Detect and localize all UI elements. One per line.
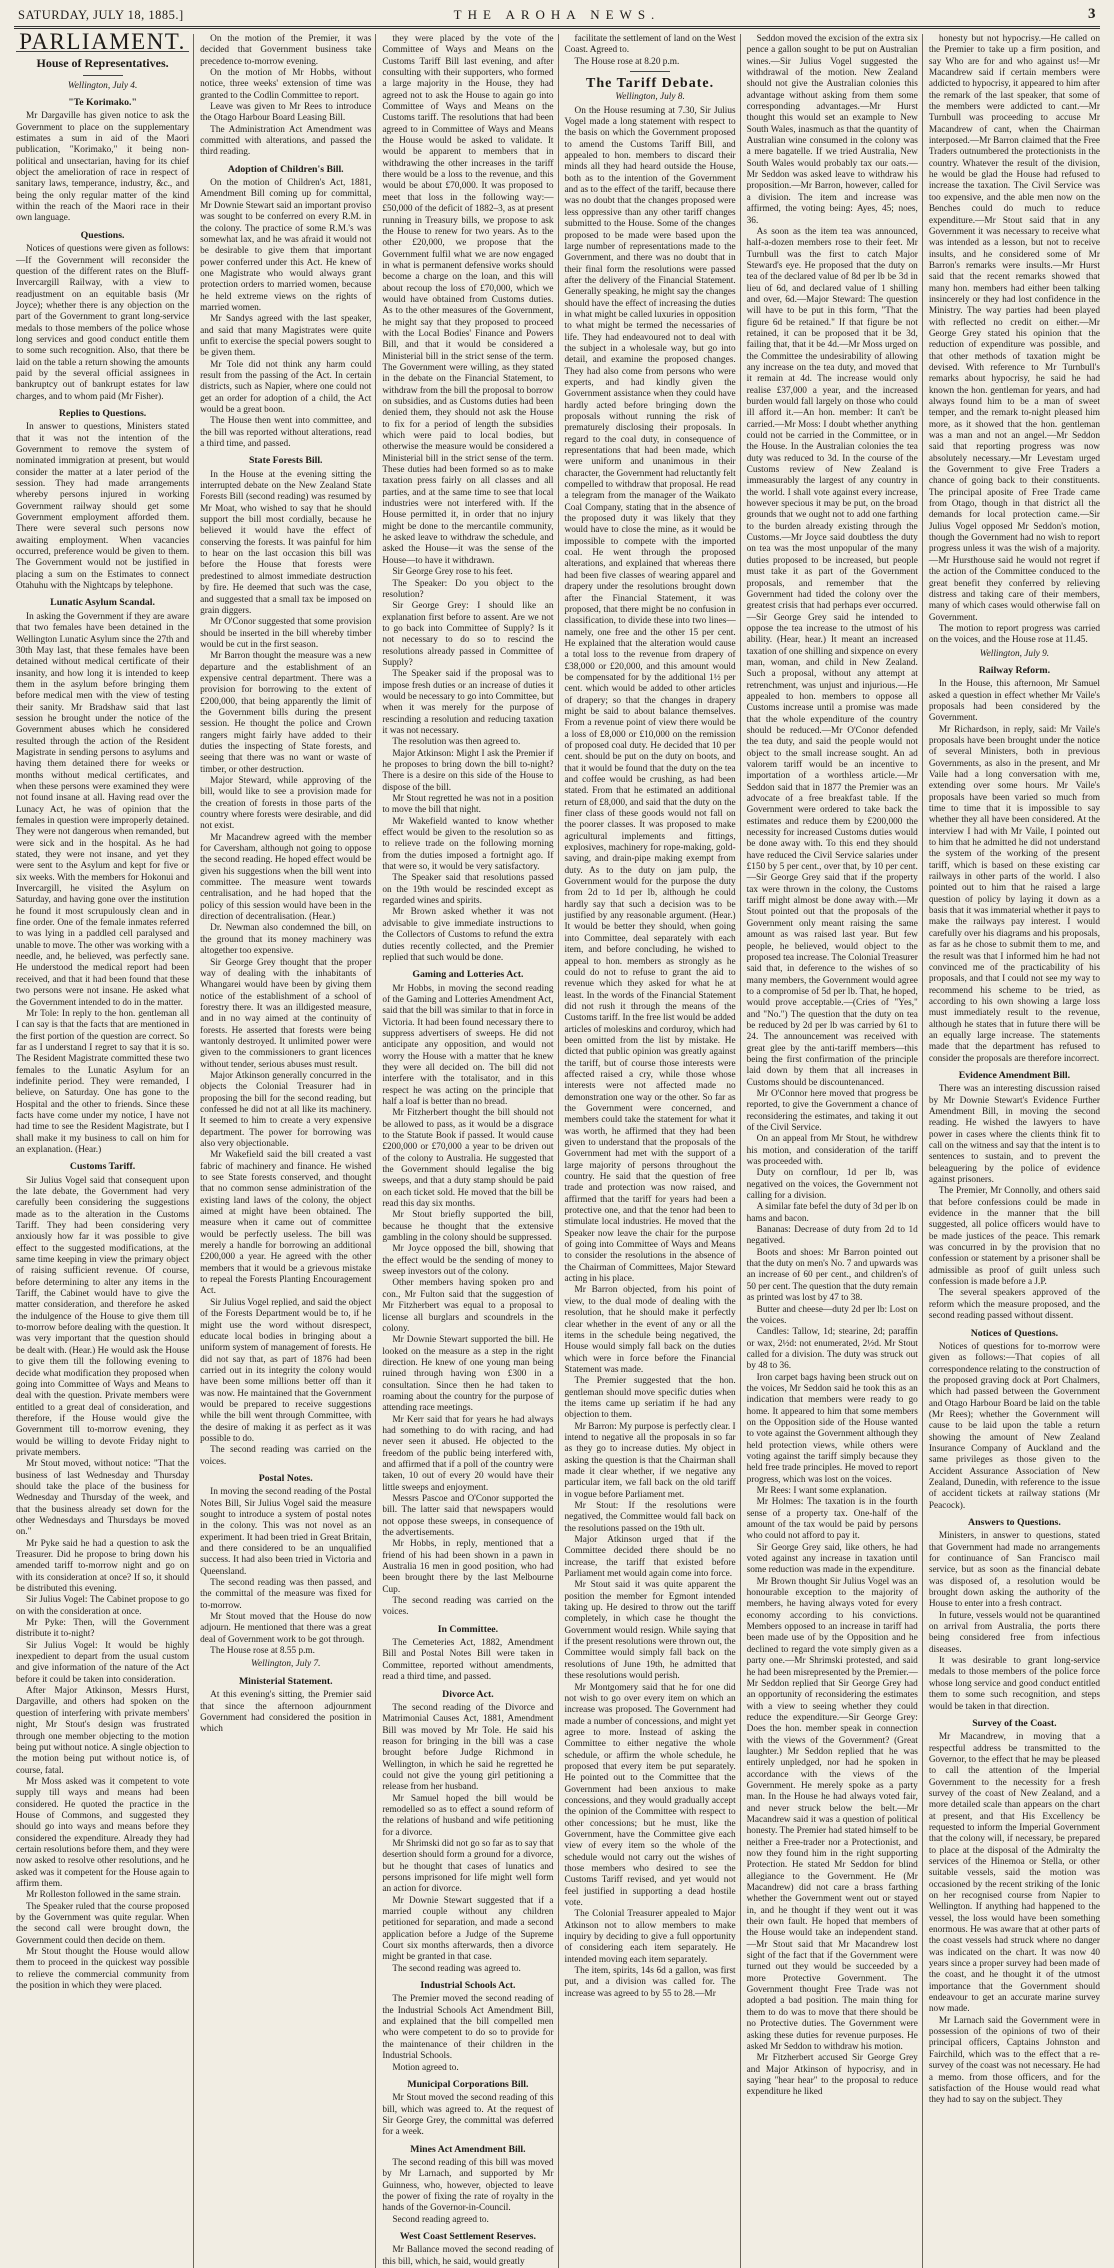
paragraph: Mr Barron objected, from his point of view, to the dual mode of dealing with the resolution, that he should make it perfectly clear whether in the event of any or all the items in the schedule being negatived, the House would simply fall back on the duties which were in force before the Financial Statement was made. bbox=[564, 1285, 736, 1375]
paragraph: Mr Pyke: Then, will the Government distribute it to-night? bbox=[16, 1618, 190, 1640]
paragraph: Mr Downie Stewart suggested that if a married couple without any children petitioned for separation, and made a second application before a Judge of the Supreme Court six months afterwards, then a divorce might be granted in that case. bbox=[382, 1895, 554, 1963]
paragraph: The Speaker: Do you object to the resolution? bbox=[382, 578, 554, 600]
paragraph: Leave was given to Mr Rees to introduce the Otago Harbour Board Leasing Bill. bbox=[200, 102, 372, 124]
masthead-rule bbox=[14, 26, 1100, 27]
paragraph: Sir Julius Vogel: It would be highly inexpedient to depart from the usual custom and give information of the nature of the Act before it could be taken into consideration. bbox=[16, 1640, 190, 1685]
subheading: Industrial Schools Act. bbox=[420, 1980, 516, 1992]
column-5 bbox=[740, 34, 918, 2268]
paragraph: Mr Fitzherbert accused Sir George Grey and Major Atkinson of hypocrisy, and in saying "hear hear" to the proposal to reduce expenditure he liked bbox=[746, 2053, 918, 2098]
section-heading: House of Representatives. bbox=[36, 56, 169, 71]
subheading: "Te Korimako." bbox=[68, 97, 137, 109]
subheading: Customs Tariff. bbox=[69, 1161, 136, 1173]
subheading: Divorce Act. bbox=[442, 1688, 494, 1700]
paragraph: Iron carpet bags having been struck out on the voices, Mr Seddon said he took this as an indication that members were ready to go home. It appeared to him that some members on the Opposition side of the House wanted to vote against the Government although they held protection views, while others were voting against the tariff simply because they held free trade principles. He moved to report progress, which was lost on the voices. bbox=[746, 1372, 918, 1485]
paragraph: Mr Fitzherbert thought the bill should not be allowed to pass, as it would be a disgrace to the Statute Book if passed. It would cause £200,000 or £70,000 a year to be driven out of the colony to Australia. He suggested that the Government should legalise the big sweeps, and that a duty stamp should be paid on each ticket sold. He moved that the bill be read this day six months. bbox=[382, 1108, 554, 1210]
masthead bbox=[14, 6, 1100, 24]
paragraph: Mr Tole: In reply to the hon. gentleman all I can say is that the facts that are mentioned in the first portion of the question are correct. So far as I understand I regret to say that it is so. The Resident Magistrate committed these two females to the Lunatic Asylum for an indefinite period. They were remanded, I believe, on Saturday. One has gone to the Hospital and the other to friends. Since these facts have come under my notice, I have not had time to see the Resident Magistrate, but I shall make it my business to call on him for an explanation. (Hear.) bbox=[16, 1008, 190, 1155]
paragraph: On an appeal from Mr Stout, he withdrew his motion, and consideration of the tariff was proceeded with. bbox=[746, 1134, 918, 1168]
paragraph: Mr Hobbs, in moving the second reading of the Gaming and Lotteries Amendment Act, said that the bill was similar to that in force in Victoria. It had been found necessary there to suppress advertisers of sweeps. He did not anticipate any opposition, and would not worry the House with a matter that he knew they were all decided on. The bill did not interfere with the totalisator, and in this respect he was acting on the principle that half a loaf is better than no bread. bbox=[382, 983, 554, 1107]
paragraph: Sir George Grey thought that the proper way of dealing with the inhabitants of Whangarei would have been by giving them notice of the establishment of a school of forestry there. It was an illdigested measure, and in no way aimed at the continuity of forests. He asserted that forests were being wantonly destroyed. It unlimited power were given to the commissioners to grant licences without tender, serious abuses must result. bbox=[200, 957, 372, 1070]
paragraph: Mr Stout moved the second reading of this bill, which was agreed to. At the request of Sir George Grey, the committal was deferred for a week. bbox=[382, 2093, 554, 2138]
paragraph: Mr Barron: My purpose is perfectly clear. I intend to negative all the proposals in so far as they go to increase duties. My object in asking the question is that the Chairman shall made it clear whether, if we negative any particular item, we fall back on the old tariff in vogue before Parliament met. bbox=[564, 1421, 736, 1500]
subheading: State Forests Bill. bbox=[248, 455, 323, 467]
paragraph: Mr Tole did not think any harm could result from the passing of the Act. In certain districts, such as Napier, where one could not get an order for adoption of a child, the Act would be a great boon. bbox=[200, 359, 372, 415]
paragraph: In the House, this afternoon, Mr Samuel asked a question in effect whether Mr Vaile's proposals had been considered by the Government. bbox=[928, 679, 1100, 724]
paragraph: Mr Shrimski did not go so far as to say that desertion should form a ground for a divorce, but he thought that cases of lunatics and persons imprisoned for life might well form an action for divorce. bbox=[382, 1838, 554, 1895]
newspaper-title: THE AROHA NEWS. bbox=[453, 7, 661, 22]
paragraph: Ministers, in answer to questions, stated that Government had made no arrangements for continuance of San Francisco mail service, but as soon as the financial debate was disposed of, a resolution would be brought down asking the authority of the House to enter into a fresh contract. bbox=[928, 1531, 1100, 1610]
paragraph: The resolution was then agreed to. bbox=[392, 737, 521, 748]
paragraph: The Speaker ruled that the course proposed by the Government was quite regular. When the second call were brought down, the Government could then decide on them. bbox=[16, 1901, 190, 1946]
paragraph: On the House resuming at 7.30, Sir Julius Vogel made a long statement with respect to the basis on which the Government proposed to amend the Customs Tariff Bill, and appealed to hon. members to discard their minds all they had heard outside the House, both as to the intention of the Government and as to the effect of the tariff, because there was no doubt that the changes proposed were less oppressive than any other tariff changes submitted to the House. Some of the changes proposed to be made were based upon the large number of representations made to the Government, and there was no doubt that in their final form the resolutions were passed after the delivery of the Financial Statement. Generally speaking, he might say the changes should have the effect of increasing the duties in what might be called luxuries in opposition to what might be termed the necessaries of life. They had endeavoured not to deal with the subject in a wholesale way, but go into detail, and examine the proposed changes. They had also come from persons who were experts, and had kindly given the Government assistance when they could have hardly acted before bringing down the proposals without running the risk of prematurely disclosing their proposals. In regard to the coal duty, in consequence of representations that had been made, which were uniform and unanimous in their character, the Government had reluctantly felt compelled to withdraw that proposal. He read a telegram from the manager of the Waikato Coal Company, stating that in the absence of the proposed duty it was likely that they would have to close the mine, as it would be impossible to compete with the imported coal. He went through the proposed alterations, and explained that whereas there had been five classes of wearing apparel and drapery under the resolutions brought down after the Financial Statement, it was proposed, that there might be no confusion in classification, to divide these into two lines—namely, one free and the other 15 per cent. He explained that the alteration would cause a total loss to the revenue from drapery of £38,000 or £20,000, and this amount would be compensated for by the additional 1½ per cent. which would be added to other articles of drapery; so that the changes in drapery might be said to about balance themselves. From a revenue point of view there would be a loss of £8,000 or £10,000 on the remission of proposed coal duty. He decided that 10 per cent. should be put on the duty on boots, and that it would be found that the duty on the tea and coffee would be crushing, as had been stated. From that he estimated an additional return of £8,000, and said that the duty on the finer class of these goods would not fall on the poorer classes. It was proposed to make agricultural implements and fittings, explosives, machinery for rope-making, gold-saving, and drain-pipe making exempt from duty. As to the duty on jam pulp, the Government would for the purpose the duty from 2d to 1d per lb, although he could hardly say that such a decision was to be justified by any reasonable argument. (Hear.) It would be better they should, when going into Committee, deal separately with each item, and before concluding, he wished to appeal to hon. members as strongly as he could do not to refuse to grant the aid to revenue which they asked for what he at least. In the words of the Financial Statement did not rush it through the means of the Customs tariff. In the free list would be added articles of moleskins and corduroy, which had been omitted from the list by mistake. He dicted that public opinion was greatly against the tariff, but of course those interests were affected raised a cry, while those whose interests were not affected made no demonstration one way or the other. So far as the Government were concerned, and members could take the statement for what it was worth, he affirmed that they had been given to understand that the proposals of the Government had met with the support of a large majority of persons throughout the country. He said that the question of free trade and protection was now raised, and affirmed that the tariff for years had been a protective one, and that the tenor had been to stimulate local industries. He moved that the Speaker now leave the chair for the purpose of going into Committee of Ways and Means to consider the resolutions in the absence of the Chairman of Committees, Major Steward acting in his place. bbox=[564, 105, 736, 1285]
subheading: Municipal Corporations Bill. bbox=[407, 2078, 529, 2090]
paragraph: The House rose at 8.20 p.m. bbox=[574, 56, 680, 67]
paragraph: The Administration Act Amendment was committed with alterations, and passed the third reading. bbox=[200, 124, 372, 158]
paragraph: The second reading of this bill was moved by Mr Larnach, and supported by Mr Guinness, who, however, objected to leave the power of fixing the rate of royalty in the hands of the Governor-in-Council. bbox=[382, 2157, 554, 2214]
article-headline: The Tariff Debate. bbox=[586, 76, 715, 92]
subheading: Ministerial Statement. bbox=[238, 1675, 333, 1687]
subheading: Notices of Questions. bbox=[970, 1327, 1059, 1339]
paragraph: Mr Montgomery said that he for one did not wish to go over every item on which an increase was proposed. The Government had made a number of concessions, and might yet agree to more. Instead of asking the Committee to either negative the whole schedule, or affirm the whole schedule, he proposed that every item be put separately. He pointed out to the Committee that the Government had been anxious to make concessions, and they would gradually accept the opinion of the Committee with respect to other concessions; but he must, like the Government, have the Committee give each view of every item so the whole of the schedule would not carry out the wishes of those members who desired to see the Customs Tariff revised, and yet would not feel justified in supporting a dead hostile vote. bbox=[564, 1682, 736, 1909]
paragraph: Mr Sandys agreed with the last speaker, and said that many Magistrates were quite unfit to exercise the special powers sought to be given them. bbox=[200, 314, 372, 359]
paragraph: The second reading of the Divorce and Matrimonial Causes Act, 1881, Amendment Bill was moved by Mr Tole. He said his reason for bringing in the bill was a case brought before Judge Richmond in Wellington, in which he said he regretted he could not give the young girl petitioning a release from her husband. bbox=[382, 1702, 554, 1793]
paragraph: The Speaker said if the proposal was to impose fresh duties or an increase of duties it would be necessary to go into Committee, but when it was merely for the purpose of rescinding a resolution and reducing taxation it was not necessary. bbox=[382, 669, 554, 736]
paragraph: Mr Joyce opposed the bill, showing that the effect would be the sending of money to sweep investors out of the colony. bbox=[382, 1244, 554, 1278]
paragraph: Mr Richardson, in reply, said: Mr Vaile's proposals have been brought under the notice of several Ministers, both in previous Governments, as also in the present, and Mr Vaile had a long conversation with me, extending over some hours. Mr Vaile's proposals have been varied so much from time to time that it is impossible to say whether they all have been considered. At the interview I had with Mr Vaile, I pointed out to him that he admitted he did not understand the system of the working of the present tariff, which is based on these existing car railways in other parts of the world. I also pointed out to him that he raised a large question of policy by laying it down as a basis that it was immaterial whether it pays to make the railways pay interest. I would carefully over his diagrams and his proposals, as far as he chose to submit them to me, and the result was that I informed him he had not convinced me of the practicability of his proposals, and that I could not see my way to recommend his scheme to be tried, as according to his own showing a large loss must immediately result to the revenue, although he states that in future there will be an equally large increase. The statements made that the department has refused to consider the proposals are therefore incorrect. bbox=[928, 724, 1100, 1064]
paragraph: Mr Macandrew agreed with the member for Caversham, although not going to oppose the second reading. He hoped effect would be given his suggestions when the bill went into committee. The measure went towards centralisation, and he had hoped that the policy of this session would have been in the direction of decentralisation. (Hear.) bbox=[200, 832, 372, 923]
subheading: Railway Reform. bbox=[978, 664, 1051, 676]
paragraph: they were placed by the vote of the Committee of Ways and Means on the Customs Tariff Bill last evening, and after consulting with their supporters, who formed a large majority in the House, they had agreed not to ask the House to again go into Committee of Ways and Means on the Customs tariff. The resolutions that had been agreed to in Committee of Ways and Means the House would be asked to validate. It would be apparent to members that in withdrawing the other increases in the tariff there would be a loss to the revenue, and this would be about £70,000. It was proposed to meet that loss in the following way:—£50,000 of the deficit of 1882–3, as at present running in Treasury bills, we propose to ask the House to renew for two years. As to the other £20,000, we propose that the Government fulfil what we are now engaged in what is permanent defensive works should become a charge on the loan, and this will about recoup the loss of £70,000, which we would have obtained from Customs duties. As to the other measures of the Government, he might say that they proposed to proceed with the Local Bodies' Finance and Powers Bill, and that it would be considered a Ministerial bill in the strict sense of the term. The Government were willing, as they stated in the debate on the Financial Statement, to withdraw from the bill the proposal to borrow on subsidies, and as Customs duties had been denied them, they should not ask the House to fix for a period of length the subsidies which were paid to local bodies, but otherwise the measure would be considered a Ministerial bill in the strict sense of the term. These duties had been formed so as to make taxation press fairly on all classes and all parties, and at the same time to see that local industries were not interfered with. If the House permitted it, in order that no injury might be done to the mercantile community, he asked leave to withdraw the schedule, and asked the House—it was the sense of the House—to have it withdrawn. bbox=[382, 34, 554, 566]
paragraph: The second reading was then passed, and the committal of the measure was fixed for to-morrow. bbox=[200, 1578, 372, 1611]
paragraph: At this evening's sitting, the Premier said that since the afternoon adjournment Government had considered the position in which bbox=[200, 1690, 372, 1735]
paragraph: Mr Kerr said that for years he had always had something to do with racing, and had never seen it abused. He objected to the freedom of the public being interfered with, and affirmed that if a poll of the country were taken, 10 out of every 20 would have their little sweeps and enjoyment. bbox=[382, 1414, 554, 1493]
paragraph: Mr Stout moved that the House do now adjourn. He mentioned that there was a great deal of Government work to be got through. bbox=[200, 1612, 372, 1645]
paragraph: On the motion of the Premier, it was decided that Government business take precedence to-morrow evening. bbox=[200, 34, 372, 67]
paragraph: Major Atkinson generally concurred in the objects the Colonial Treasurer had in proposing the bill for the second reading, but confessed he did not at all like its machinery. It seemed to him to create a very expensive department. The power for borrowing was also very objectionable. bbox=[200, 1070, 372, 1149]
dateline: Wellington, July 7. bbox=[251, 1659, 321, 1670]
paragraph: Boots and shoes: Mr Barron pointed out that the duty on men's No. 7 and upwards was an increase of 60 per cent., and children's of 50 per cent. The question that the duty remain as printed was lost by 47 to 38. bbox=[746, 1247, 918, 1304]
paragraph: A similar fate befel the duty of 3d per lb on hams and bacon. bbox=[746, 1202, 918, 1224]
paragraph: Mr O'Conor suggested that some provision should be inserted in the bill whereby timber would be cut in the first season. bbox=[200, 617, 372, 650]
paragraph: Mr Stout: If the resolutions were negatived, the Committee would fall back on the resolutions passed on the 19th ult. bbox=[564, 1501, 736, 1534]
paragraph: Mr Stout briefly supported the bill, because he thought that the extensive gambling in the colony should be suppressed. bbox=[382, 1210, 554, 1244]
paragraph: Mr Dargaville has given notice to ask the Government to place on the supplementary estimates a sum in aid of the Maori publication, "Korimako," it being non-political and unsectarian, having for its chief object the amelioration of race in respect of sanitary laws, temperance, industry, &c., and being the only regular matter of the kind within the reach of the Maori race in their own language. bbox=[16, 111, 190, 224]
paragraph: Candles: Tallow, 1d; stearine, 2d; paraffin or wax, 2½d: not enumerated, 2½d. Mr Stout called for a division. The duty was struck out by 48 to 36. bbox=[746, 1327, 918, 1372]
paragraph: In future, vessels would not be quarantined on arrival from Australia, the ports there being considered free from infectious diseases. bbox=[928, 1610, 1100, 1655]
paragraph: In the House at the evening sitting the interrupted debate on the New Zealand State Forests Bill (second reading) was resumed by Mr Moat, who wished to say that he should support the bill most cordially, because he believed it would have the effect of conserving the forests. It was painful for him to hear on the last occasion this bill was before the House that forests were predestined to almost immediate destruction by fire. He deemed that such was the case, and suggested that a small tax be imposed on grain diggers. bbox=[200, 469, 372, 616]
paragraph: Seddon moved the excision of the extra six pence a gallon sought to be put on Australian wines.—Sir Julius Vogel suggested the withdrawal of the motion. New Zealand should not give the Australian colonies this advantage without asking from them some corresponding advantages.—Mr Hurst thought this would set an example to New South Wales, inasmuch as that the quantity of Australian wine consumed in the colony was a mere bagatelle. If we tried Australia, New South Wales would probably tax our oats.—Mr Seddon was asked leave to withdraw his proposition.—Mr Barron, however, called for a division. The item and increase was affirmed, the voting being: Ayes, 45; noes, 36. bbox=[746, 34, 918, 226]
paragraph: Mr Brown thought Sir Julius Vogel was an honourable exception to the majority of members, he having always voted for every economy according to his convictions. Members opposed to an increase in tariff had been made use of by the Opposition and he declined to regard the vote simply given as a party one.—Mr Shrimski protested, and said he had been misrepresented by the Premier.—Mr Seddon replied that Sir George Grey had an opportunity of reconsidering the estimates with a view to seeing whether they could reduce the expenditure.—Sir George Grey: Does the hon. member speak in connection with the views of the Government? (Great laughter.) Mr Seddon replied that he was entirely unpledged, nor had he spoken in accordance with the views of the Government. He merely spoke as a party man. In the House he had always voted fair, and never struck below the belt.—Mr Macandrew said it was a question of political honesty. The Premier had stated himself to be neither a Free-trader nor a Protectionist, and now they found him in the right supporting Protection. He stated Mr Seddon for blind allegiance to the Government. He (Mr Macandrew) did not care a brass farthing whether the Government went out or stayed in, and he thought if they went out it was their own fault. He hoped that members of the House would take an independent stand.—Mr Stout said that Mr Macandrew lost sight of the fact that if the Government were turned out they would be succeeded by a more Protective Government. The Government thought Free Trade was not adopted a bad position. The main thing for them to do was to move that there should be no Protective duties. The Government were asking these duties for revenue purposes. He asked Mr Seddon to withdraw his motion. bbox=[746, 1576, 918, 2052]
paragraph: Sir Julius Vogel said that consequent upon the late debate, the Government had very carefully been considering the suggestions made as to the alteration in the Customs Tariff. They had been considering very anxiously how far it was possible to give effect to the suggested modifications, at the same time keeping in view the primary object of raising sufficient revenue. Of course, before determining to alter any items in the Tariff, the Cabinet would have to give the matter consideration, and therefore he asked the indulgence of the House to give them till to-morrow before dealing with the question. It was very important that the question should be dealt with. (Hear.) He would ask the House to give them till the following evening to decide what modification they proposed when going into Committee of Ways and Means to deal with the question. Private members were entitled to a great deal of consideration, and therefore, if the House would give the Government till to-morrow evening, they would be willing to devote Friday night to private members. bbox=[16, 1175, 190, 1458]
paragraph: Bananas: Decrease of duty from 2d to 1d negatived. bbox=[746, 1225, 918, 1247]
paragraph: On the motion of Children's Act, 1881, Amendment Bill coming up for committal, Mr Downie Stewart said an important proviso was sought to be conferred on every R.M. in the colony. The practice of some R.M.'s was somewhat lax, and he was afraid it would not be desirable to give them that important power conferred under this Act. He knew of one Magistrate who would always grant protection orders to married women, because he held extreme views on the rights of married women. bbox=[200, 178, 372, 313]
column-4 bbox=[558, 34, 736, 2268]
paragraph: Major Steward, while approving of the bill, would like to see a provision made for the creation of forests in those parts of the country where forests were desirable, and did not exist. bbox=[200, 776, 372, 832]
subheading: Answers to Questions. bbox=[968, 1517, 1061, 1528]
paragraph: Mr Downie Stewart supported the bill. He looked on the measure as a step in the right direction. He knew of one young man being ruined through having won £300 in a consultation. Since then he had taken to roaming about the country for the purpose of attending race meetings. bbox=[382, 1335, 554, 1414]
subheading: Mines Act Amendment Bill. bbox=[410, 2143, 526, 2155]
paragraph: Mr Wakefield wanted to know whether effect would be given to the resolution so as to relieve trade on the following morning from the duties imposed a fortnight ago. If that were so, it would be very satisfactory. bbox=[382, 816, 554, 873]
paragraph: Mr Macandrew, in moving that a respectful address be transmitted to the Governor, to the effect that he may be pleased to call the attention of the Imperial Government to the necessity for a fresh survey of the coast of New Zealand, and a more detailed scale than appears on the chart at present, and that His Excellency be requested to inform the Imperial Government that the colony will, if necessary, be prepared to place at the disposal of the Admiralty the services of the Hinemoa or Stella, or other suitable vessels, said the motion was occasioned by the recent striking of the Ionic on her recognised course from Napier to Wellington. If anything had happened to the vessel, the loss would have been something enormous. He was aware that at other parts of the coast vessels had struck where no danger was indicated on the chart. It was now 40 years since a proper survey had been made of the coast, and he thought it of the utmost importance that the Government should endeavour to get an accurate marine survey now made. bbox=[928, 1732, 1100, 2015]
subheading: Postal Notes. bbox=[258, 1472, 313, 1484]
paragraph: The House then went into committee, and the bill was reported without alterations, read a third time, and passed. bbox=[200, 416, 372, 450]
paragraph: The House rose at 8.55 p.m. bbox=[210, 1646, 315, 1657]
paragraph: Mr Stout moved, without notice: "That the business of last Wednesday and Thursday should take the place of the business for Wednesday and Thursday of the week, and that the business already set down for the other Wednesdays and Thursdays be moved on." bbox=[16, 1459, 190, 1538]
paragraph: Sir George Grey said, like others, he had voted against any increase in taxation until some reduction was made in the expenditure. bbox=[746, 1542, 918, 1576]
paragraph: Mr Hobbs, in reply, mentioned that a friend of his had been shown in a pawn in Australia 16 men in good position, who had been brought there by the last Melbourne Cup. bbox=[382, 1539, 554, 1595]
paragraph: Sir George Grey: I should like an explanation first before to assent. Are we not to go back into Committee of Supply? Is it not necessary to do so to rescind the resolutions already passed in Committee of Supply? bbox=[382, 601, 554, 668]
paragraph: The motion to report progress was carried on the voices, and the House rose at 11.45. bbox=[928, 623, 1100, 646]
paragraph: Mr Wakefield said the bill created a vast fabric of machinery and finance. He wished to see State forests conserved, and thought that no common sense administration of the existing land laws of the colony, the object aimed at might have been obtained. The measure when it came out of committee would be perfectly useless. The bill was merely a handle for borrowing an additional £200,000 a year. He agreed with the other members that it would be a grievous mistake to repeal the Forests Planting Encouragement Act. bbox=[200, 1150, 372, 1297]
divider bbox=[83, 75, 123, 76]
dateline: Wellington, July 4. bbox=[67, 80, 138, 91]
paragraph: Mr Samuel hoped the bill would be remodelled so as to effect a sound reform of the relations of husband and wife petitioning for a divorce. bbox=[382, 1793, 554, 1838]
paragraph: Mr Stout thought the House would allow them to proceed in the quickest way possible to relieve the commercial community from the position in which they were placed. bbox=[16, 1947, 190, 1992]
paragraph: Sir Julius Vogel replied, and said the object of the Forests Department would be to, if he might use the word without disrespect, educate local bodies in bringing about a uniform system of management of forests. He did not say that, as part of 1876 had been carried out in its integrity the colony would have been some millions better off than it was now. He maintained that the Government would be prepared to receive suggestions while the bill went through Committee, with the desire of making it as perfect as it was possible to do. bbox=[200, 1297, 372, 1444]
subheading: West Coast Settlement Reserves. bbox=[399, 2230, 536, 2242]
paragraph: Duty on cornflour, 1d per lb, was negatived on the voices, the Government not calling for a division. bbox=[746, 1168, 918, 1202]
paragraph: Mr Ballance moved the second reading of this bill, which, he said, would greatly bbox=[382, 2245, 554, 2267]
paragraph: Mr Rees: I want some explanation. bbox=[756, 1486, 887, 1496]
paragraph: Sir Julius Vogel: The Cabinet propose to go on with the consideration at once. bbox=[16, 1595, 190, 1617]
subheading: Adoption of Children's Bill. bbox=[227, 163, 344, 175]
subheading: In Committee. bbox=[437, 1623, 499, 1635]
page-number: 3 bbox=[1088, 6, 1096, 22]
paragraph: Mr Stout said it was quite apparent the position the member for Egmont intended taking up. He desired to throw out the tariff completely, in which case he thought the Government would resign. While saying that if the present resolutions were thrown out, the Committee would simply fall back on the resolutions of June 19th, he admitted that these resolutions would perish. bbox=[564, 1580, 736, 1682]
paragraph: Mr Moss asked was it competent to vote supply till ways and means had been considered. He quoted the practice in the House of Commons, and suggested they should go into ways and means before they considered the expenditure. Already they had certain resolutions before them, and they were now asked to resolve other resolutions, and he asked was it competent for the House again to affirm them. bbox=[16, 1776, 190, 1889]
paragraph: The item, spirits, 14s 6d a gallon, was first put, and a division was called for. The increase was agreed to by 55 to 28.—Mr bbox=[564, 1966, 736, 1999]
paragraph: Dr. Newman also condemned the bill, on the ground that its money machinery was altogether too expensive. bbox=[200, 923, 372, 957]
paragraph: Mr Barron thought the measure was a new departure and the establishment of an expensive central department. There was a provision for borrowing to the extent of £200,000, that being apparently the limit of the Government bills during the present session. He thought the police and Crown rangers might fairly have added to their duties the inspecting of State forests, and seeing that there was no want or waste of timber, or other destruction. bbox=[200, 651, 372, 775]
paragraph: The Premier moved the second reading of the Industrial Schools Act Amendment Bill, and explained that the bill compelled men who were competent to do so to provide for the maintenance of their children in the Industrial Schools. bbox=[382, 1994, 554, 2062]
paragraph: As soon as the item tea was announced, half-a-dozen members rose to their feet. Mr Turnbull was the first to catch Major Steward's eye. He proposed that the duty on tea of the declared value of 8d per lb be 3d in lieu of 6d, and declared value of 1 shilling and over, 6d.—Major Steward: The question will have to be put in this form, "That the figure 6d be retained." If that figure be not retained, it can be proposed that it be 3d, failing that, that it be 4d.—Mr Moss urged on the Committee the undesirability of allowing any increase on the tea duty, and moved that it remain at 4d. The increase would only realise £37,000 a year, and the increased burden would fall largely on those who could ill afford it.—An hon. member: It can't be carried.—Mr Moss: I doubt whether anything could not be carried in the Committee, or in the House. In the Australian colonies the tea duty was reduced to 3d. In the course of the Customs review of New Zealand is immeasurably the largest of any country in the world. I shall vote against every increase, however specious it may be put, on the broad grounds that we ought not to add one farthing to the burden already existing through the Customs.—Mr Joyce said doubtless the duty on tea was the most unpopular of the many duties proposed to be increased, but people must take it as part of the Government proposals, and remember that the Government had tided the colony over the greatest crisis that had perhaps ever occurred.—Sir George Grey said he intended to oppose the tea increase to the utmost of his ability. (Hear, hear.) It meant an increased taxation of one shilling and sixpence on every man, woman, and child in New Zealand. Such a proposal, without any attempt at retrenchment, was unjust and injurious.—He appealed to hon. members to oppose all Customs increase until a promise was made that the whole expenditure of the country should be reduced.—Mr O'Conor defended the tea duty, and said the people would not object to the small increase sought. An ad valorem tariff would be an incentive to importation of a worthless article.—Mr Seddon said that in 1877 the Premier was an advocate of a free breakfast table. If the Government were ordered to take back the estimates and reduce them by £200,000 the necessity for increased Customs duties would be done away with. To this end they should have reduced the Civil Service salaries under £150 by 5 per cent., over that, by 10 per cent.—Sir George Grey said that if the property tax were thrown in the colony, the Customs tariff might almost be done away with.—Mr Stout pointed out that the proposals of the Government only meant raising the same amount as was raised last year. But few people, he believed, would object to the proposed tea increase. The Colonial Treasurer said that, in deference to the wishes of so many members, the Government would agree to a compromise of 5d per lb. That, he hoped, would prove acceptable.—(Cries of "Yes," and "No.") The question that the duty on tea be reduced by 2d per lb was carried by 61 to 24. The announcement was received with great glee by the anti-tariff members—this being the first confirmation of the principle laid down by them that all increases in Customs should be discountenanced. bbox=[746, 226, 918, 1088]
paragraph: Other members having spoken pro and con., Mr Fulton said that the suggestion of Mr Fitzherbert was equal to a proposal to license all burglars and scoundrels in the colony. bbox=[382, 1278, 554, 1334]
subheading: Gaming and Lotteries Act. bbox=[412, 969, 524, 981]
paragraph: Messrs Pascoe and O'Conor supported the bill. The latter said that newspapers would not oppose these sweeps, in consequence of the advertisements. bbox=[382, 1494, 554, 1539]
paragraph: Mr Larnach said the Government were in possession of the opinions of two of their principal officers, Captains Johnston and Fairchild, which was to the effect that a re-survey of the coast was not necessary. He had a memo. from those officers, and for the satisfaction of the House would read what they had to say on the subject. They bbox=[928, 2015, 1100, 2106]
paragraph: The Colonial Treasurer appealed to Major Atkinson not to allow members to make inquiry by deciding to give a full opportunity of considering each item separately. He intended moving each item separately. bbox=[564, 1909, 736, 1965]
paragraph: Major Atkinson: Might I ask the Premier if he proposes to bring down the bill to-night? There is a desire on this side of the House to dispose of the bill. bbox=[382, 748, 554, 793]
subheading: Replies to Questions. bbox=[58, 407, 147, 419]
paragraph: In answer to questions, Ministers stated that it was not the intention of the Government to remove the system of nominated immigration at present, but would consider the matter at a later period of the session. They had made arrangements whereby persons injured in working Government railway should get some Government employment afforded them. There were several such persons now awaiting employment. When vacancies occurred, preference would be given to them. The Government would not be justified in placing a sum on the Estimates to connect Otahuhu with the Nightcaps by telephone. bbox=[16, 422, 190, 592]
paragraph: Mr Rolleston followed in the same strain. bbox=[26, 1890, 181, 1901]
section-banner: PARLIAMENT. bbox=[16, 36, 189, 52]
paragraph: It was desirable to grant long-service medals to those members of the police force whose long service and good conduct entitled them to some such recognition, and steps would be taken in that direction. bbox=[928, 1656, 1100, 1712]
paragraph: On the motion of Mr Hobbs, without notice, three weeks' extension of time was granted to the Codlin Committee to report. bbox=[200, 68, 372, 101]
paragraph: Butter and cheese—duty 2d per lb: Lost on the voices. bbox=[746, 1304, 918, 1326]
column-1 bbox=[16, 29, 190, 2268]
paragraph: Mr Stout regretted he was not in a position to move the bill that night. bbox=[382, 794, 554, 816]
paragraph: Mr Pyke said he had a question to ask the Treasurer. Did he propose to bring down his amended tariff to-morrow night and go on with its consideration at once? If so, it should be distributed this evening. bbox=[16, 1538, 190, 1595]
divider bbox=[630, 71, 670, 72]
paragraph: The several speakers approved of the reform which the measure proposed, and the second reading passed without dissent. bbox=[928, 1288, 1100, 1322]
paragraph: The second reading was carried on the voices. bbox=[200, 1445, 372, 1467]
paragraph: Motion agreed to. bbox=[392, 2062, 459, 2073]
paragraph: There was an interesting discussion raised by Mr Downie Stewart's Evidence Further Amendment Bill, in moving the second reading. He wished the lawyers to have power in cases where the clients think fit to call on the witness and say that the intent is to sentences to sustain, and to prevent the beleaguering by the police of evidence against prisoners. bbox=[928, 1084, 1100, 1186]
paragraph: Second reading agreed to. bbox=[392, 2214, 489, 2225]
paragraph: Major Atkinson urged that if the Committee decided there should be no increase, the tariff that existed before Parliament met would again come into force. bbox=[564, 1535, 736, 1580]
paragraph: facilitate the settlement of land on the West Coast. Agreed to. bbox=[564, 34, 736, 56]
paragraph: In moving the second reading of the Postal Notes Bill, Sir Julius Vogel said the measure sought to introduce a system of postal notes in the colony. This was not novel as an experiment. It had been tried in Great Britain, and there considered to be an unqualified success. It had also been tried in Victoria and Queensland. bbox=[200, 1487, 372, 1577]
paragraph: Notices of questions were given as follows:—If the Government will reconsider the question of the different rates on the Bluff-Invercargill Railway, with a view to readjustment on an equitable basis (Mr Joyce); whether there is any objection on the part of the Government to grant long-service medals to those members of the police whose long services and good conduct entitle them to some such recognition. Also, that there be laid on the table a return showing the amounts paid by the several official assignees in bankruptcy out of bankrupt estates for law charges, and to whom paid (Mr Fisher). bbox=[16, 244, 190, 402]
issue-date: SATURDAY, JULY 18, 1885.] bbox=[18, 8, 184, 22]
paragraph: The second reading was carried on the voices. bbox=[382, 1596, 554, 1618]
subheading: Questions. bbox=[80, 229, 125, 241]
paragraph: Notices of questions for to-morrow were given as follows:—That copies of all correspondence relating to the construction of the proposed graving dock at Port Chalmers, which had passed between the Government and Otago Harbour Board be laid on the table (Mr Rees); whether the Government will cause to be laid upon the table a return showing the amount of New Zealand Insurance Company of Auckland and the same privileges as those given to the Accident Assurance Association of New Zealand, Dunedin, with reference to the issue of accident tickets at railway stations (Mr Peacock). bbox=[928, 1341, 1100, 1511]
paragraph: After Major Atkinson, Messrs Hurst, Dargaville, and others had spoken on the question of interfering with private members' night, Mr Stout's design was frustrated through one member objecting to the motion being put without notice. A single objection to the motion being put without notice is, of course, fatal. bbox=[16, 1686, 190, 1776]
paragraph: Mr O'Connor here moved that progress be reported, to give the Government a chance of reconsidering the estimates, and taking it out of the Civil Service. bbox=[746, 1088, 918, 1133]
paragraph: Sir George Grey rose to his feet. bbox=[392, 567, 513, 578]
column-3 bbox=[375, 34, 553, 2268]
paragraph: In asking the Government if they are aware that two females have been detained in the Wellington Lunatic Asylum since the 27th and 30th May last, that these females have been detained without medical certificate of their insanity, and how long it is intended to keep them in the asylum before bringing them before medical men with the view of testing their sanity. Mr Bradshaw said that last session he brought under the notice of the Government abuses which he considered resulted through the action of the Resident Magistrate in sending persons to asylums and having them detained there for weeks or months without medical certificates, and when these persons were examined they were not found insane at all. Having read over the Lunacy Act, he was of opinion that the females in question were improperly detained. They were not dangerous when remanded, but were sick and in the hospital. As he had stated, they were not insane, and yet they were sent to the Asylum and kept for five or six weeks. With the members for Hokonui and Invercargill, he visited the Asylum on Saturday, and having gone over the institution he found it most scrupulously clean and in fine order. One of the female inmates referred to was lying in a paddled cell paralysed and unable to move. The other was working with a needle, and, he believed, was perfectly sane. He understood the medical report had been received, and that it had been found that these two persons were not insane. He asked what the Government intended to do in the matter. bbox=[16, 611, 190, 1008]
dateline: Wellington, July 9. bbox=[979, 648, 1050, 659]
paragraph: The second reading was agreed to. bbox=[392, 1963, 521, 1974]
column-2 bbox=[193, 34, 371, 2268]
subheading: Lunatic Asylum Scandal. bbox=[50, 597, 155, 609]
paragraph: Mr Holmes: The taxation is in the fourth sense of a property tax. One-half of the amount of the tax would be paid by persons who could not afford to pay it. bbox=[746, 1497, 918, 1542]
article-columns bbox=[16, 29, 1100, 2267]
subheading: Evidence Amendment Bill. bbox=[958, 1069, 1071, 1081]
subheading: Survey of the Coast. bbox=[972, 1717, 1057, 1729]
column-6 bbox=[922, 34, 1100, 2268]
paragraph: The Premier suggested that the hon. gentleman should move specific duties when the items came up seriatim if he had any objection to them. bbox=[564, 1376, 736, 1421]
paragraph: The Speaker said that resolutions passed on the 19th would be rescinded except as regarded wines and spirits. bbox=[382, 873, 554, 907]
paragraph: The Premier, Mr Connolly, and others said that before confessions could be made in evidence in the manner that the bill suggested, all police officers would have to be made justices of the peace. This remark was concurred in by the provision that no confession or statement by a prisoner shall be admissible as proof of guilt unless such confession is made before a J.P. bbox=[928, 1186, 1100, 1288]
paragraph: honesty but not hypocrisy.—He called on the Premier to take up a firm position, and say Who are for and who against us!—Mr Macandrew said if certain members were addicted to hypocrisy, it appeared to him after the remark of the last speaker, that some of the members were addicted to cant.—Mr Turnbull was proceeding to accuse Mr Macandrew of cant, when the Chairman interposed.—Mr Barron claimed that the Free Traders outnumbered the protectionists in the country. Whatever the result of the division, he would be glad the House had refused to increase the taxation. The Civil Service was too expensive, and the able men now on the Benches could do much to reduce expenditure.—Mr Stout said that in any Government it was necessary to receive what was intended as a lesson, but not to receive insults, and he considered some of Mr Barron's remarks were insults.—Mr Hurst said that the recent remarks showed that many hon. members had either been talking insincerely or they had lost confidence in the Ministry. The way parties had been played with reflected no credit on either.—Mr George Grey stated his opinion that the reduction of expenditure was possible, and that other methods of taxation might be devised. With reference to Mr Turnbull's remarks about hypocrisy, he said he had known the hon. gentleman for years, and had always found him to be a man of sweet temper, and the remark to-night pleased him more, as it showed that the hon. gentleman was a man and not an angel.—Mr Seddon said that reporting progress was now absolutely necessary.—Mr Levestam urged the Government to give Free Traders a chance of going back to their constituents. The principal aposite of Free Trade came from Otago, though in that district all the demands for local protection came.—Sir Julius Vogel opposed Mr Seddon's motion, though the Government had no wish to report progress unless it was the wish of a majority.—Mr Hursthouse said he would not regret if the action of the Committee conduced to the great benefit they conferred by relieving distress and taking care of their members, many of which cases would otherwise fall on Government. bbox=[928, 34, 1100, 623]
paragraph: The Cemeteries Act, 1882, Amendment Bill and Postal Notes Bill were taken in Committee, reported without amendments, read a third time, and passed. bbox=[382, 1638, 554, 1683]
dateline: Wellington, July 8. bbox=[615, 92, 685, 103]
paragraph: Mr Brown asked whether it was not advisable to give immediate instructions to the Collectors of Customs to refund the extra duties recently collected, and the Premier replied that such would be done. bbox=[382, 907, 554, 963]
